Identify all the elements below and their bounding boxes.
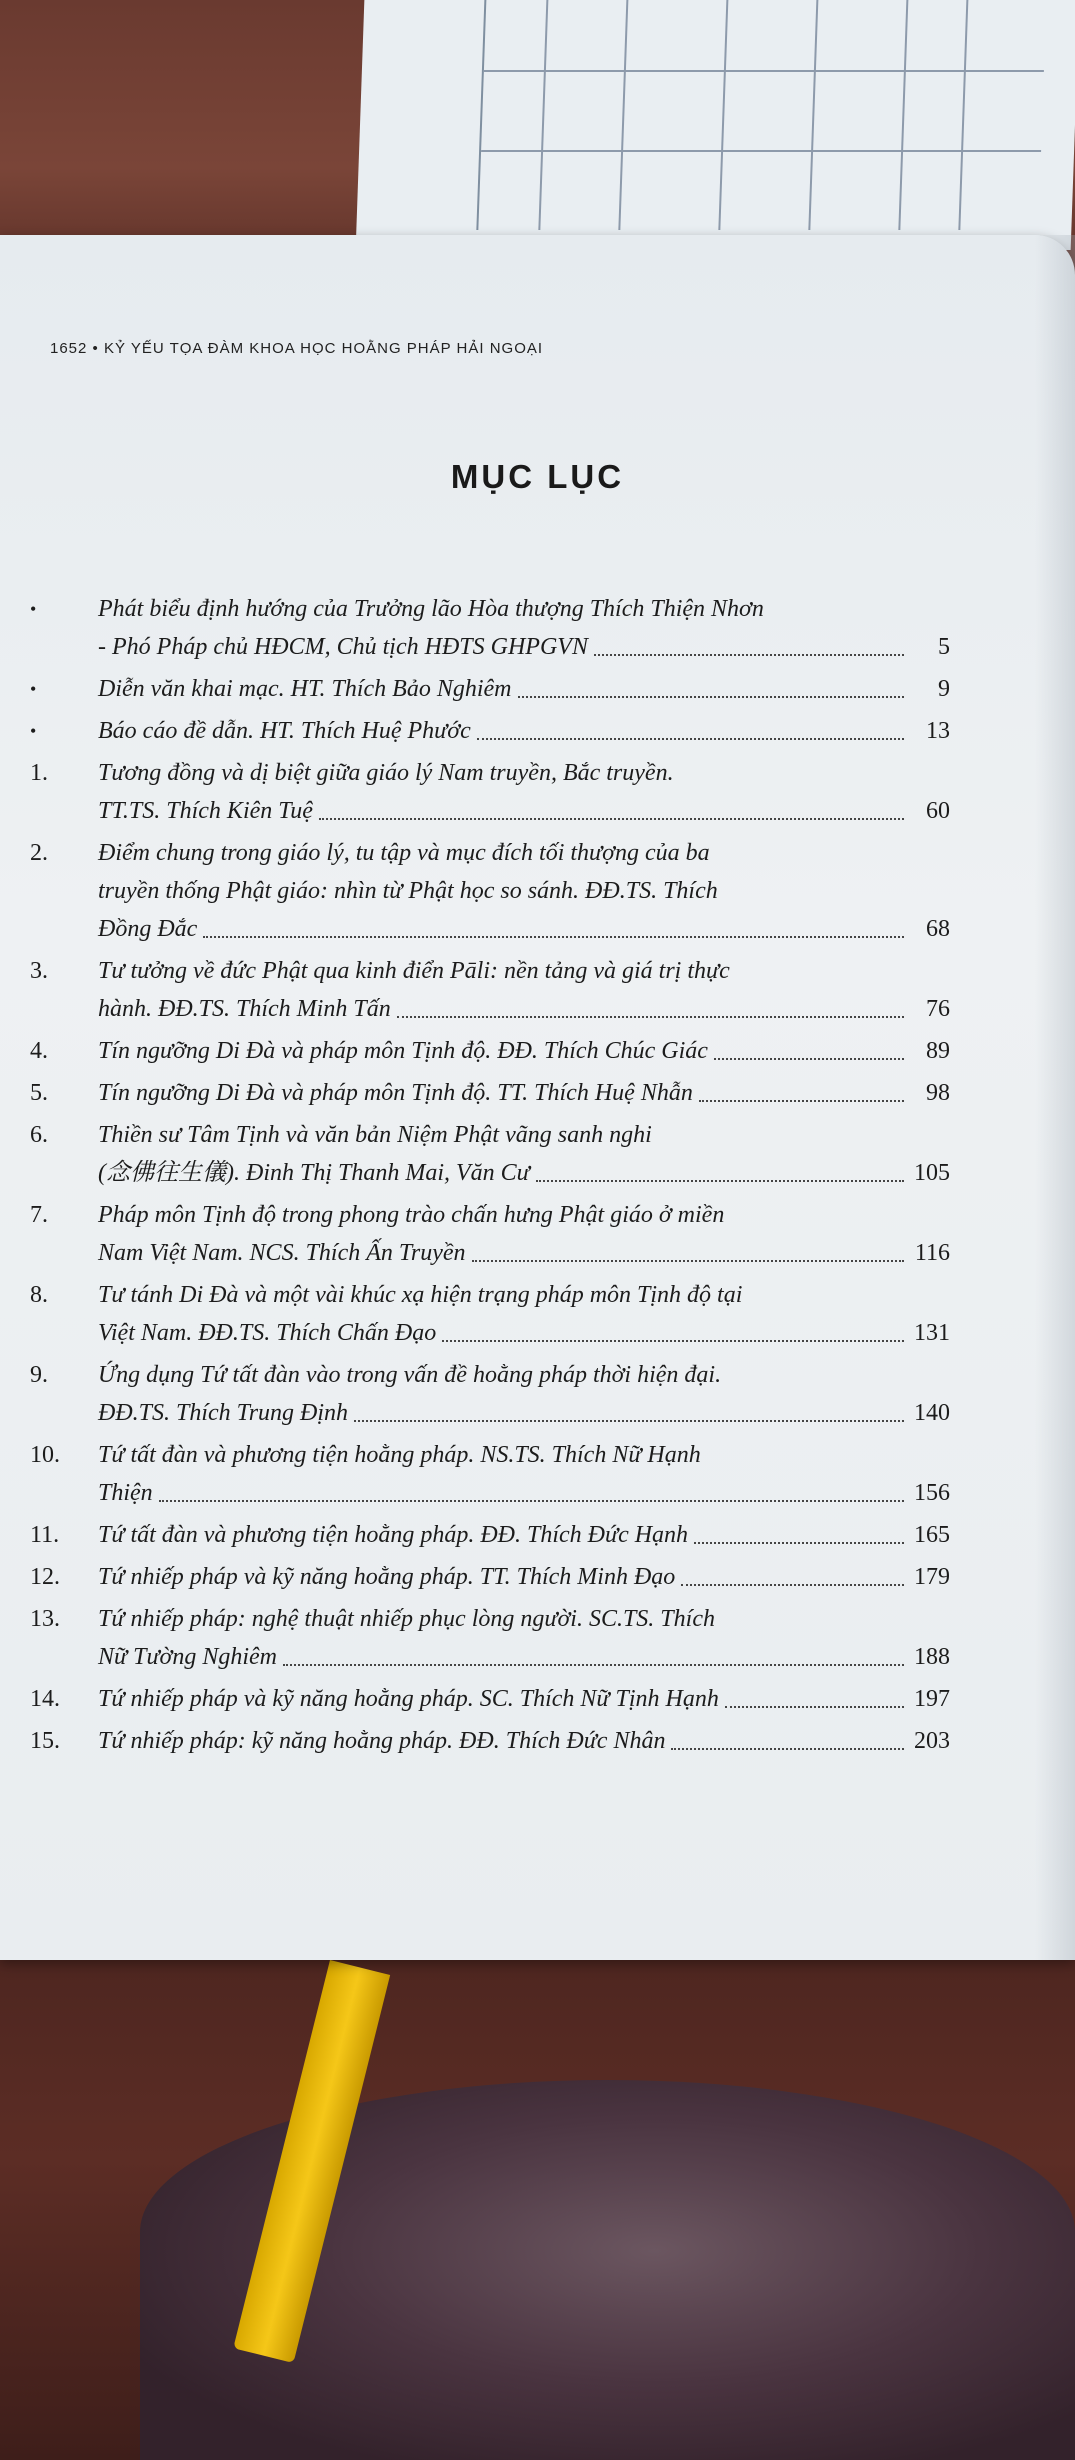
toc-entry-line-text: Phát biểu định hướng của Trưởng lão Hòa thượng Thích Thiện Nhơn — [98, 596, 764, 622]
toc-entry-line — [98, 1394, 950, 1432]
toc-page-number: 98 — [926, 1080, 950, 1106]
toc-entry — [30, 754, 950, 830]
toc-entry-line-text: Tứ nhiếp pháp và kỹ năng hoằng pháp. SC. Thích Nữ Tịnh Hạnh — [98, 1686, 719, 1712]
dot-leader — [354, 1420, 904, 1422]
dot-leader — [518, 696, 905, 698]
toc-entry-line — [98, 1558, 950, 1596]
toc-entry-line — [98, 670, 950, 708]
toc-entry-marker: 14. — [30, 1686, 60, 1712]
toc-entry-line-text: Nữ Tường Nghiêm — [98, 1644, 278, 1670]
toc-entry-text — [98, 1722, 950, 1760]
toc-entry-line-text: Điểm chung trong giáo lý, tu tập và mục đích tối thượng của ba — [98, 840, 710, 866]
toc-page-number: 9 — [938, 676, 950, 702]
toc-entry-line — [98, 1516, 950, 1554]
toc-page-number: 116 — [914, 1240, 950, 1266]
dot-leader — [283, 1664, 904, 1666]
toc-entry-line — [98, 628, 950, 666]
toc-page-number: 131 — [914, 1320, 950, 1346]
toc-entry-line — [98, 1680, 950, 1718]
toc-entry-line-text: truyền thống Phật giáo: nhìn từ Phật học so sánh. ĐĐ.TS. Thích — [98, 878, 718, 904]
toc-entry-marker: 4. — [30, 1038, 48, 1064]
toc-entry-text — [98, 834, 950, 948]
toc-entry-marker: • — [30, 721, 37, 741]
dot-leader — [536, 1180, 904, 1182]
toc-entry — [30, 1074, 950, 1112]
toc-entry-line-text: Tứ tất đàn và phương tiện hoằng pháp. ĐĐ. Thích Đức Hạnh — [98, 1522, 689, 1548]
toc-entry-line — [98, 1722, 950, 1760]
toc-entry-line-text: Tứ nhiếp pháp: nghệ thuật nhiếp phục lòng người. SC.TS. Thích — [98, 1606, 715, 1632]
toc-entry-text — [98, 1276, 950, 1352]
dot-leader — [397, 1016, 904, 1018]
toc-page-number: 76 — [926, 996, 950, 1022]
toc-page-number: 203 — [914, 1728, 950, 1754]
toc-entry-text — [98, 590, 950, 666]
dot-leader — [472, 1260, 904, 1262]
running-header: 1652 • KỶ YẾU TỌA ĐÀM KHOA HỌC HOẰNG PHÁP HẢI NGOẠI — [50, 340, 544, 357]
dot-leader — [477, 738, 904, 740]
toc-entry-line-text: Báo cáo đề dẫn. HT. Thích Huệ Phước — [98, 718, 471, 744]
dot-leader — [681, 1584, 904, 1586]
dot-leader — [694, 1542, 904, 1544]
dot-leader — [203, 936, 904, 938]
toc-entry — [30, 590, 950, 666]
toc-entry-line — [98, 712, 950, 750]
toc-entry — [30, 1276, 950, 1352]
toc-entry — [30, 1196, 950, 1272]
toc-entry-line — [98, 1276, 950, 1314]
toc-entry — [30, 1116, 950, 1192]
toc-entry-text — [98, 754, 950, 830]
dot-leader — [159, 1500, 904, 1502]
toc-page-number: 68 — [926, 916, 950, 942]
toc-entry-line-text: Tín ngưỡng Di Đà và pháp môn Tịnh độ. TT. Thích Huệ Nhẫn — [98, 1080, 693, 1106]
toc-entry-line — [98, 1314, 950, 1352]
toc-entry-line — [98, 952, 950, 990]
toc-entry — [30, 670, 950, 708]
toc-page-number: 105 — [914, 1160, 950, 1186]
toc-page-number: 188 — [914, 1644, 950, 1670]
dot-leader — [699, 1100, 904, 1102]
toc-page-number: 60 — [926, 798, 950, 824]
toc-entry-line-text: - Phó Pháp chủ HĐCM, Chủ tịch HĐTS GHPGVN — [98, 634, 588, 660]
toc-entry-marker: 7. — [30, 1202, 48, 1228]
toc-entry-marker: 8. — [30, 1282, 48, 1308]
toc-entry-marker: 10. — [30, 1442, 60, 1468]
toc-entry-marker: • — [30, 599, 37, 619]
toc-entry — [30, 1558, 950, 1596]
toc-entry-line-text: Thiện — [98, 1480, 153, 1506]
toc-entry-line — [98, 1154, 950, 1192]
toc-entry-marker: 9. — [30, 1362, 48, 1388]
background-table-grid — [476, 0, 1046, 230]
toc-entry-marker: 2. — [30, 840, 48, 866]
toc-entry-marker: 11. — [30, 1522, 60, 1548]
toc-page-number: 197 — [914, 1686, 950, 1712]
toc-entry-line — [98, 910, 950, 948]
toc-entry-marker: 13. — [30, 1606, 60, 1632]
toc-entry-line — [98, 1356, 950, 1394]
toc-entry-line-text: Tư tánh Di Đà và một vài khúc xạ hiện trạng pháp môn Tịnh độ tại — [98, 1282, 743, 1308]
toc-entry-text — [98, 1196, 950, 1272]
toc-entry-text — [98, 1436, 950, 1512]
toc-entry-line-text: Tương đồng và dị biệt giữa giáo lý Nam truyền, Bắc truyền. — [98, 760, 674, 786]
toc-entry-line-text: (念佛往生儀). Đinh Thị Thanh Mai, Văn Cư — [98, 1160, 530, 1186]
toc-entry-marker: 1. — [30, 760, 48, 786]
dot-leader — [442, 1340, 904, 1342]
toc-entry-text — [98, 1516, 950, 1554]
toc-entry-line-text: TT.TS. Thích Kiên Tuệ — [98, 798, 313, 824]
toc-entry-line — [98, 1074, 950, 1112]
toc-page-number: 89 — [926, 1038, 950, 1064]
toc-entry-line-text: Việt Nam. ĐĐ.TS. Thích Chấn Đạo — [98, 1320, 437, 1346]
toc-entry-line-text: ĐĐ.TS. Thích Trung Định — [98, 1400, 349, 1426]
toc-entry-marker: 3. — [30, 958, 48, 984]
toc-entry — [30, 1032, 950, 1070]
toc-entry-line-text: Nam Việt Nam. NCS. Thích Ấn Truyền — [98, 1240, 466, 1266]
toc-entry-text — [98, 1116, 950, 1192]
toc-entry-line-text: Tín ngưỡng Di Đà và pháp môn Tịnh độ. ĐĐ. Thích Chúc Giác — [98, 1038, 708, 1064]
toc-entry-line — [98, 834, 950, 872]
toc-entry — [30, 1722, 950, 1760]
toc-entry-line-text: Diễn văn khai mạc. HT. Thích Bảo Nghiêm — [98, 676, 512, 702]
toc-entry — [30, 1356, 950, 1432]
toc-entry-line-text: Tứ nhiếp pháp: kỹ năng hoằng pháp. ĐĐ. Thích Đức Nhân — [98, 1728, 666, 1754]
toc-entry-line — [98, 1234, 950, 1272]
toc-entry-text — [98, 1074, 950, 1112]
toc-entry-line — [98, 1436, 950, 1474]
toc-entry-line-text: Pháp môn Tịnh độ trong phong trào chấn hưng Phật giáo ở miền — [98, 1202, 725, 1228]
page-title: MỤC LỤC — [450, 458, 625, 495]
toc-entry — [30, 1516, 950, 1554]
toc-entry — [30, 1436, 950, 1512]
toc-entry-line — [98, 1474, 950, 1512]
toc-page-number: 165 — [914, 1522, 950, 1548]
table-of-contents — [30, 590, 950, 1764]
toc-entry-line-text: Đồng Đắc — [98, 916, 198, 942]
toc-entry-text — [98, 1680, 950, 1718]
toc-entry-text — [98, 1558, 950, 1596]
dot-leader — [714, 1058, 904, 1060]
toc-entry-marker: 15. — [30, 1728, 60, 1754]
toc-entry-line — [98, 990, 950, 1028]
toc-entry-marker: • — [30, 679, 37, 699]
toc-entry-line-text: Tứ tất đàn và phương tiện hoằng pháp. NS.TS. Thích Nữ Hạnh — [98, 1442, 701, 1468]
toc-entry-line — [98, 1116, 950, 1154]
toc-page-number: 13 — [926, 718, 950, 744]
toc-page-number: 156 — [914, 1480, 950, 1506]
toc-entry-line — [98, 1196, 950, 1234]
toc-entry-line-text: Tư tưởng về đức Phật qua kinh điển Pāli: nền tảng và giá trị thực — [98, 958, 730, 984]
toc-entry — [30, 1600, 950, 1676]
dot-leader — [725, 1706, 904, 1708]
dot-leader — [319, 818, 904, 820]
dot-leader — [594, 654, 904, 656]
toc-entry — [30, 952, 950, 1028]
toc-entry-line — [98, 754, 950, 792]
toc-entry-line-text: hành. ĐĐ.TS. Thích Minh Tấn — [98, 996, 391, 1022]
toc-entry-line — [98, 872, 950, 910]
toc-entry-line — [98, 1032, 950, 1070]
toc-entry-text — [98, 712, 950, 750]
toc-entry — [30, 834, 950, 948]
toc-entry — [30, 712, 950, 750]
toc-entry-line-text: Ứng dụng Tứ tất đàn vào trong vấn đề hoằng pháp thời hiện đại. — [98, 1362, 722, 1388]
toc-entry-marker: 5. — [30, 1080, 48, 1106]
toc-entry-line-text: Thiền sư Tâm Tịnh và văn bản Niệm Phật vãng sanh nghi — [98, 1122, 652, 1148]
toc-entry-line — [98, 590, 950, 628]
toc-page-number: 5 — [938, 634, 950, 660]
background-paper-sheet — [356, 0, 1075, 250]
toc-entry-text — [98, 670, 950, 708]
dot-leader — [671, 1748, 904, 1750]
toc-entry-text — [98, 1600, 950, 1676]
toc-entry — [30, 1680, 950, 1718]
toc-page-number: 179 — [914, 1564, 950, 1590]
toc-entry-line — [98, 1600, 950, 1638]
toc-entry-text — [98, 1032, 950, 1070]
toc-entry-line-text: Tứ nhiếp pháp và kỹ năng hoằng pháp. TT. Thích Minh Đạo — [98, 1564, 676, 1590]
toc-entry-text — [98, 952, 950, 1028]
toc-entry-line — [98, 1638, 950, 1676]
toc-page-number: 140 — [914, 1400, 950, 1426]
toc-entry-line — [98, 792, 950, 830]
toc-entry-text — [98, 1356, 950, 1432]
toc-entry-marker: 6. — [30, 1122, 48, 1148]
toc-entry-marker: 12. — [30, 1564, 60, 1590]
